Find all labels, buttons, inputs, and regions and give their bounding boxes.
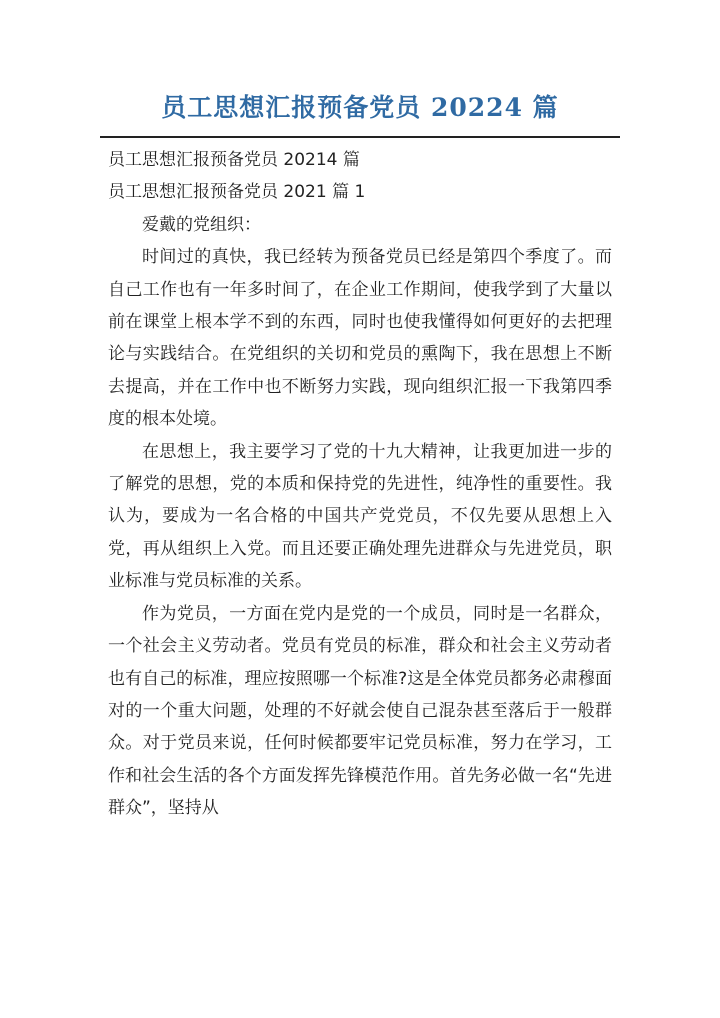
- document-title: 员工思想汇报预备党员 20224 篇: [161, 93, 559, 122]
- subtitle-line-1: 员工思想汇报预备党员 20214 篇: [108, 150, 360, 170]
- paragraph-3: 作为党员，一方面在党内是党的一个成员，同时是一名群众，一个社会主义劳动者。党员有党员的标准，群众和社会主义劳动者也有自己的标准，理应按照哪一个标准?这是全体党员都务必肃穆面对的一个重大问题，处理的不好就会使自己混杂甚至落后于一般群众。对于党员来说，任何时候都要牢记党员标准，努力在学习，工作和社会生活的各个方面发挥先锋模范作用。首先务必做一名“先进群众”，坚持从: [108, 603, 612, 819]
- paragraph-2: 在思想上，我主要学习了党的十九大精神，让我更加进一步的了解党的思想，党的本质和保持党的先进性，纯净性的重要性。我认为，要成为一名合格的中国共产党党员，不仅先要从思想上入党，再从组织上入党。而且还要正确处理先进群众与先进党员，职业标准与党员标准的关系。: [108, 441, 612, 592]
- paragraph-1: 时间过的真快，我已经转为预备党员已经是第四个季度了。而自己工作也有一年多时间了，在企业工作期间，使我学到了大量以前在课堂上根本学不到的东西，同时也使我懂得如何更好的去把理论与实践结合。在党组织的关切和党员的熏陶下，我在思想上不断去提高，并在工作中也不断努力实践，现向组织汇报一下我第四季度的根本处境。: [108, 247, 612, 430]
- document-body: [108, 144, 612, 825]
- subtitle-line-2: 员工思想汇报预备党员 2021 篇 1: [108, 182, 366, 203]
- salutation: 爱戴的党组织：: [142, 214, 261, 235]
- title-divider: [100, 136, 620, 138]
